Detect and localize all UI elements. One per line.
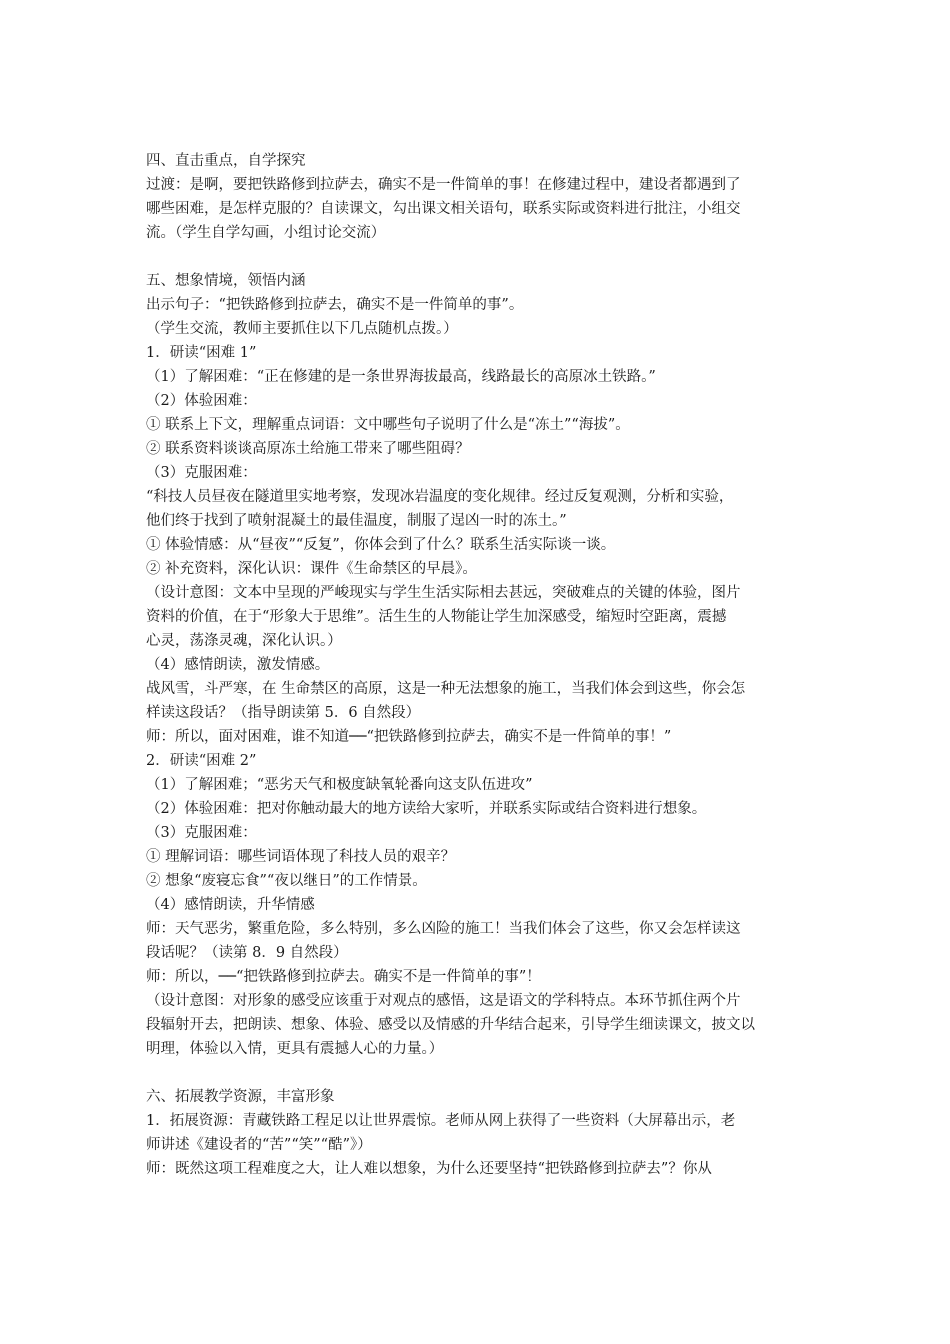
- section-heading: 四、直击重点，自学探究: [146, 153, 306, 169]
- text-line: （1）了解困难：“正在修建的是一条世界海拔最高，线路最长的高原冰土铁路。”: [146, 369, 656, 385]
- text-line: “科技人员昼夜在隧道里实地考察，发现冰岩温度的变化规律。经过反复观测，分析和实验，: [146, 489, 734, 505]
- text-line: 师：所以，──“把铁路修到拉萨去。确实不是一件简单的事”！: [146, 969, 541, 985]
- section-heading: 五、想象情境，领悟内涵: [146, 273, 306, 289]
- text-line: 他们终于找到了喷射混凝土的最佳温度，制服了逞凶一时的冻土。”: [146, 513, 567, 529]
- text-line: （1）了解困难；“恶劣天气和极度缺氧轮番向这支队伍进攻”: [146, 777, 533, 793]
- text-line: 出示句子：“把铁路修到拉萨去，确实不是一件简单的事”。: [146, 297, 524, 313]
- text-line: ② 想象“废寝忘食”“夜以继日”的工作情景。: [146, 873, 427, 889]
- text-line: （学生交流，教师主要抓住以下几点随机点拨。）: [146, 321, 458, 337]
- text-line: 师：既然这项工程难度之大，让人难以想象，为什么还要坚持“把铁路修到拉萨去”？你从: [146, 1161, 712, 1177]
- text-line: （3）克服困难：: [146, 825, 257, 841]
- text-line: 明理，体验以入情，更具有震撼人心的力量。）: [146, 1041, 444, 1057]
- document-page: [146, 149, 812, 1181]
- text-line: ① 体验情感：从“昼夜”“反复”，你体会到了什么？联系生活实际谈一谈。: [146, 537, 616, 553]
- text-line: 1．研读“困难 1”: [146, 345, 257, 361]
- text-line: ② 补充资料，深化认识：课件《生命禁区的早晨》。: [146, 561, 477, 577]
- text-line: 师讲述《建设者的“苦”“笑”“酷”》）: [146, 1137, 372, 1153]
- text-line: 哪些困难，是怎样克服的？自读课文，勾出课文相关语句，联系实际或资料进行批注，小组交: [146, 201, 741, 217]
- text-line: 2．研读“困难 2”: [146, 753, 257, 769]
- text-line: ② 联系资料谈谈高原冻土给施工带来了哪些阻碍？: [146, 441, 470, 457]
- text-line: 师：所以，面对困难，谁不知道──“把铁路修到拉萨去，确实不是一件简单的事！”: [146, 729, 672, 745]
- text-line: 1．拓展资源：青藏铁路工程足以让世界震惊。老师从网上获得了一些资料（大屏幕出示，老: [146, 1113, 736, 1129]
- text-line: 过渡：是啊，要把铁路修到拉萨去，确实不是一件简单的事！在修建过程中，建设者都遇到了: [146, 177, 741, 193]
- text-line: 战风雪，斗严寒，在 生命禁区的高原，这是一种无法想象的施工，当我们体会到这些，你会怎: [146, 681, 746, 697]
- text-line: （2）体验困难：把对你触动最大的地方读给大家听，并联系实际或结合资料进行想象。: [146, 801, 707, 817]
- text-line: 师：天气恶劣，繁重危险，多么特别，多么凶险的施工！当我们体会了这些，你又会怎样读这: [146, 921, 741, 937]
- text-line: （设计意图：文本中呈现的严峻现实与学生生活实际相去甚远，突破难点的关键的体验，图片: [146, 585, 741, 601]
- text-line: ① 联系上下文，理解重点词语：文中哪些句子说明了什么是“冻土”“海拔”。: [146, 417, 630, 433]
- text-line: 流。（学生自学勾画，小组讨论交流）: [146, 225, 386, 241]
- text-line: 段话呢？（读第 8．9 自然段）: [146, 945, 348, 961]
- paragraph-gap: [146, 245, 812, 269]
- text-line: （4）感情朗读，激发情感。: [146, 657, 330, 673]
- text-line: 资料的价值，在于“形象大于思维”。活生生的人物能让学生加深感受，缩短时空距离，震撼: [146, 609, 727, 625]
- text-line: （2）体验困难：: [146, 393, 257, 409]
- section-heading: 六、拓展教学资源，丰富形象: [146, 1089, 335, 1105]
- text-line: （3）克服困难：: [146, 465, 257, 481]
- text-line: ① 理解词语：哪些词语体现了科技人员的艰辛？: [146, 849, 456, 865]
- text-line: 心灵，荡涤灵魂，深化认识。）: [146, 633, 342, 649]
- text-line: 样读这段话？（指导朗读第 5．6 自然段）: [146, 705, 421, 721]
- text-line: 段辐射开去，把朗读、想象、体验、感受以及情感的升华结合起来，引导学生细读课文，披文以: [146, 1017, 755, 1033]
- text-line: （4）感情朗读，升华情感: [146, 897, 315, 913]
- text-line: （设计意图：对形象的感受应该重于对观点的感悟，这是语文的学科特点。本环节抓住两个片: [146, 993, 741, 1009]
- paragraph-gap: [146, 1061, 812, 1085]
